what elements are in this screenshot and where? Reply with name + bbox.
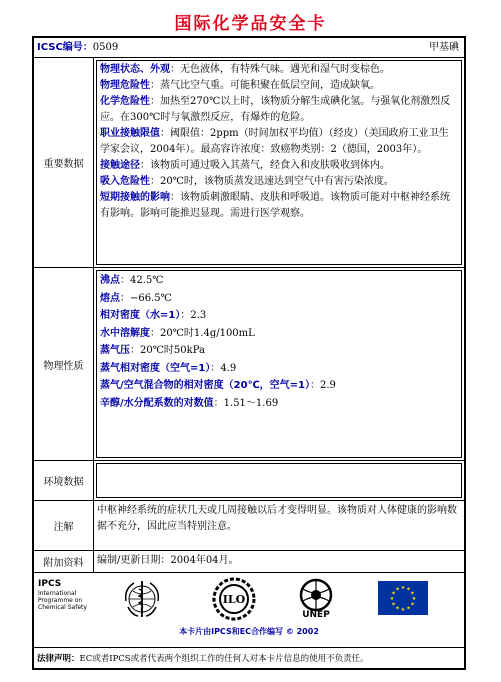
- svg-text:★: ★: [395, 605, 400, 612]
- prop-head: 水中溶解度: [100, 327, 150, 339]
- item-text: ：阈限值：2ppm（时间加权平均值）（经皮）（美国政府工业卫生学家会议，2004年）。最高容许浓度：致癌物类别：2（德国，2003年）。: [100, 128, 449, 155]
- item-appearance: [100, 62, 458, 78]
- svg-text:★: ★: [406, 586, 411, 593]
- ipcs-logo: [38, 579, 87, 611]
- prop-mixture-density: [100, 377, 458, 395]
- section-important: [34, 58, 464, 268]
- prop-head: 辛醇/水分配系数的对数值: [100, 397, 214, 409]
- id-row: [34, 38, 464, 58]
- item-short-term: [100, 190, 458, 222]
- svg-text:★: ★: [389, 596, 395, 602]
- prop-value: ：1.51～1.69: [213, 397, 279, 409]
- physical-list: [97, 271, 461, 412]
- svg-text:★: ★: [391, 601, 396, 608]
- item-text: ：该物质刺激眼睛、皮肤和呼吸道。该物质可能对中枢神经系统有影响。影响可能推迟显现。需进行医学观察。: [100, 192, 450, 219]
- svg-text:ILO: ILO: [222, 593, 246, 606]
- section-label: 环境数据: [34, 461, 94, 500]
- prop-head: 沸点: [100, 275, 120, 286]
- prop-value: ：2.3: [180, 310, 207, 321]
- prop-value: ：2.9: [310, 380, 336, 391]
- item-text: ：该物质可通过吸入其蒸气，经食入和皮肤吸收到体内。: [140, 160, 390, 171]
- page-title: 国际化学品安全卡: [174, 14, 327, 34]
- logo-strip: [34, 573, 464, 648]
- item-head: 物理危险性: [100, 80, 150, 91]
- eu-flag-icon: [378, 581, 428, 615]
- ipcs-line: Chemical Safety: [38, 604, 87, 611]
- section-label: 物理性质: [34, 268, 94, 460]
- prop-value: ：−66.5℃: [120, 292, 172, 304]
- prop-melting-point: [100, 290, 458, 308]
- environment-text: [97, 464, 461, 465]
- prop-density: [100, 307, 458, 325]
- ilo-emblem-icon: [212, 577, 256, 621]
- prop-vapour-density: [100, 360, 458, 378]
- svg-text:★: ★: [406, 605, 411, 612]
- svg-text:★: ★: [400, 607, 406, 613]
- svg-text:★: ★: [395, 586, 400, 593]
- section-label: 重要数据: [34, 58, 94, 267]
- prop-head: 熔点: [100, 292, 120, 304]
- item-head: 短期接触的影响: [100, 192, 170, 203]
- svg-text:★: ★: [410, 601, 415, 608]
- additional-text: 编制/更新日期：2004年04月。: [97, 555, 239, 566]
- chemical-name: 甲基碘: [429, 42, 459, 53]
- item-exposure-limits: [100, 126, 458, 158]
- id-field: [37, 38, 118, 57]
- item-inhalation: [100, 174, 458, 190]
- svg-text:★: ★: [391, 590, 396, 597]
- who-emblem-icon: [122, 579, 162, 619]
- section-additional: [34, 551, 464, 573]
- prop-value: ：4.9: [210, 362, 237, 374]
- prop-solubility: [100, 325, 458, 343]
- item-head: 接触途径: [100, 160, 140, 171]
- prop-vapour-pressure: [100, 342, 458, 360]
- ipcs-line: International: [38, 590, 77, 597]
- notes-text: 中枢神经系统的症状几天或几周接触以后才变得明显。该物质对人体健康的影响数据不充分，因此应当特别注意。: [97, 505, 457, 532]
- prop-head: 蒸气相对密度（空气=1）: [100, 362, 211, 374]
- svg-text:★: ★: [400, 585, 406, 591]
- section-label: 注解: [34, 501, 94, 550]
- item-head: 化学危险性: [100, 96, 150, 107]
- item-text: ：无色液体，有特殊气味。遇光和湿气时变棕色。: [170, 64, 390, 75]
- id-value: 0509: [92, 42, 119, 53]
- item-text: ：蒸气比空气重。可能积聚在低层空间，造成缺氧。: [150, 80, 380, 91]
- item-head: 职业接触限值: [100, 128, 160, 139]
- section-environment: [34, 461, 464, 501]
- section-label: 附加资料: [34, 551, 94, 572]
- ipcs-line: Programme on: [38, 597, 83, 604]
- unep-label: UNEP: [302, 610, 330, 620]
- important-list: [97, 61, 461, 222]
- item-text: ：20℃时，该物质蒸发迅速达到空气中有害污染浓度。: [150, 176, 394, 187]
- svg-text:★: ★: [411, 596, 417, 602]
- prop-value: ：20℃时1.4g/100mL: [150, 327, 255, 339]
- item-chemical-hazard: [100, 94, 458, 126]
- section-notes: [34, 501, 464, 551]
- legal-label: 法律声明：: [37, 654, 80, 664]
- prop-boiling-point: [100, 272, 458, 290]
- item-routes: [100, 158, 458, 174]
- item-physical-hazard: [100, 78, 458, 94]
- legal-notice: [34, 650, 464, 668]
- card-frame: [32, 36, 466, 670]
- prop-value: ：20℃时50kPa: [130, 345, 205, 356]
- prop-log-pow: [100, 395, 458, 413]
- item-text: ：加热至270℃以上时，该物质分解生成碘化氢。与强氧化剂激烈反应。在300℃时与氧激烈反应，有爆炸的危险。: [100, 96, 451, 123]
- id-label: ICSC编号：: [37, 42, 93, 53]
- prop-value: ：42.5℃: [120, 275, 164, 286]
- prop-head: 蒸气/空气混合物的相对密度（20℃，空气=1）: [100, 380, 311, 391]
- ipcs-title: IPCS: [38, 579, 62, 589]
- svg-text:★: ★: [410, 590, 415, 597]
- footer-note: 本卡片由IPCS和EC合作编写 © 2002: [179, 627, 319, 636]
- prop-head: 蒸气压: [100, 345, 130, 356]
- legal-text: EC或者IPCS或者代表两个组织工作的任何人对本卡片信息的使用不负责任。: [79, 654, 369, 664]
- prop-head: 相对密度（水=1）: [100, 310, 181, 321]
- section-physical: [34, 268, 464, 461]
- item-head: 物理状态、外观: [100, 64, 170, 75]
- item-head: 吸入危险性: [100, 176, 150, 187]
